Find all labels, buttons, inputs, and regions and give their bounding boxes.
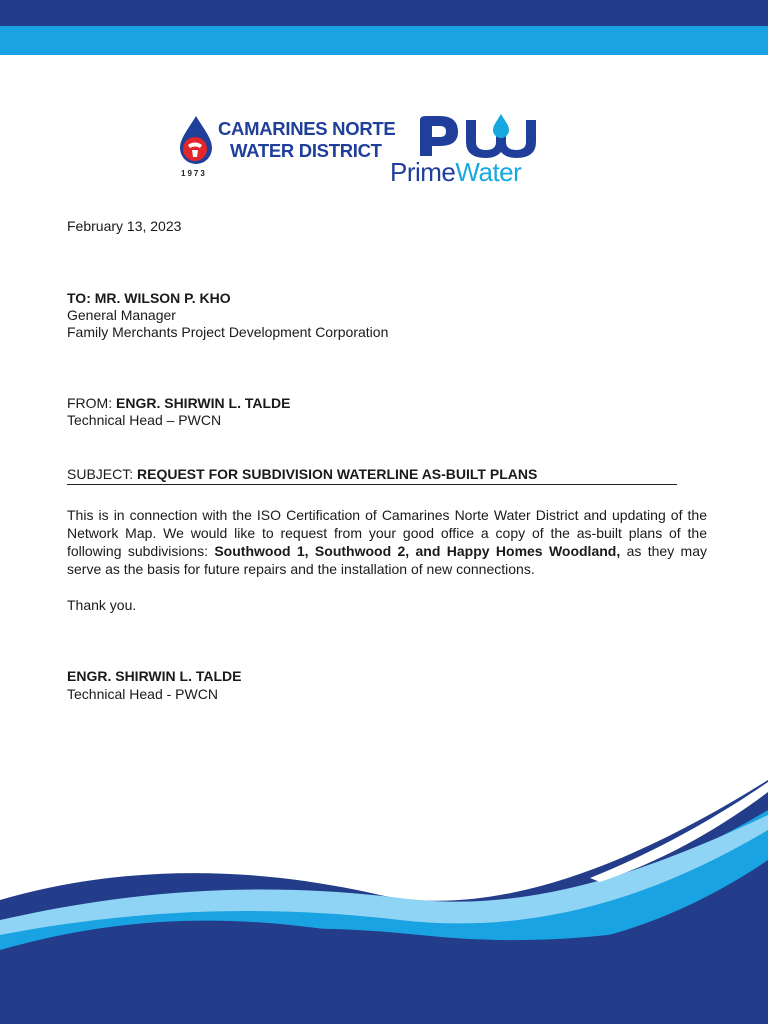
- cnwd-year: 1973: [181, 169, 207, 178]
- primewater-word-water: Water: [455, 157, 522, 187]
- primewater-mark-icon: [414, 112, 564, 160]
- body-part1: This is in connection with the ISO Certification of Camarines Norte Water District and updating of the Network Map. We would like to request from your good office a copy of the as-built plans of the following subdivisions:: [67, 507, 707, 559]
- letter-body: [67, 506, 707, 578]
- closing-line: Thank you.: [67, 597, 137, 613]
- sender-name: ENGR. SHIRWIN L. TALDE: [116, 395, 291, 411]
- sender-line: [67, 394, 290, 412]
- cnwd-name: [218, 118, 395, 162]
- primewater-wordmark: [390, 158, 521, 186]
- signature-name: ENGR. SHIRWIN L. TALDE: [67, 668, 242, 684]
- subject-text: REQUEST FOR SUBDIVISION WATERLINE AS-BUILT PLANS: [137, 466, 538, 482]
- recipient-title: General Manager: [67, 307, 176, 323]
- sender-title: Technical Head – PWCN: [67, 412, 222, 428]
- recipient-line: TO: MR. WILSON P. KHO: [67, 290, 231, 306]
- letter-date: February 13, 2023: [67, 218, 182, 234]
- primewater-word-prime: Prime: [390, 157, 456, 187]
- recipient-company: Family Merchants Project Development Corporation: [67, 324, 389, 340]
- footer-wave-graphic: [0, 770, 768, 1024]
- cnwd-name-line2: WATER DISTRICT: [230, 140, 382, 161]
- signature-title: Technical Head - PWCN: [67, 686, 218, 702]
- water-drop-emblem-icon: [176, 114, 216, 168]
- body-subdivisions: Southwood 1, Southwood 2, and Happy Homes Woodland,: [214, 543, 621, 559]
- header-blue-band: [0, 26, 768, 55]
- body-part2: as they may serve as the basis for future repairs and the installation of new connections.: [67, 543, 707, 577]
- header-navy-band: [0, 0, 768, 26]
- subject-line: [67, 465, 677, 485]
- sender-label: FROM:: [67, 395, 116, 411]
- subject-label: SUBJECT:: [67, 466, 138, 482]
- primewater-logo: [388, 112, 568, 188]
- cnwd-name-line1: CAMARINES NORTE: [218, 118, 396, 139]
- cnwd-logo: [176, 112, 396, 182]
